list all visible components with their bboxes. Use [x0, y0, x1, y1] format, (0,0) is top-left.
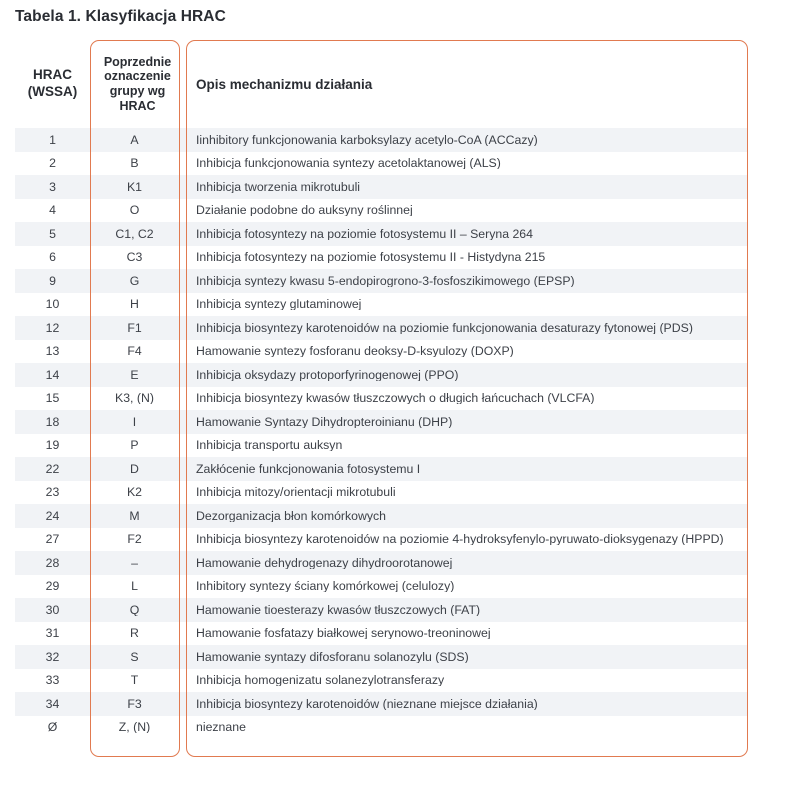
mechanism-cell: Hamowanie fosfatazy białkowej serynowo-treoninowej	[196, 627, 491, 640]
previous-group-cell: M	[129, 509, 140, 522]
previous-group-cell: F2	[127, 533, 142, 546]
table-row	[15, 551, 748, 575]
mechanism-cell: Działanie podobne do auksyny roślinnej	[196, 204, 413, 217]
previous-group-cell: P	[130, 439, 139, 452]
mechanism-cell: Inhibicja biosyntezy kwasów tłuszczowych o długich łańcuchach (VLCFA)	[196, 392, 595, 405]
table-row	[15, 410, 748, 434]
table-row	[15, 152, 748, 176]
mechanism-cell: nieznane	[196, 721, 246, 734]
mechanism-cell: Hamowanie dehydrogenazy dihydroorotanowej	[196, 556, 453, 569]
hrac-number-cell: 4	[49, 204, 56, 217]
previous-group-cell: F1	[127, 321, 142, 334]
previous-group-cell: S	[130, 650, 139, 663]
hrac-number-cell: 12	[45, 321, 60, 334]
table-row	[15, 528, 748, 552]
previous-group-cell: K3, (N)	[115, 392, 154, 405]
hrac-number-cell: 6	[49, 251, 56, 264]
mechanism-cell: Hamowanie tioesterazy kwasów tłuszczowych (FAT)	[196, 603, 481, 616]
mechanism-cell: Inhibicja fotosyntezy na poziomie fotosystemu II - Histydyna 215	[196, 251, 546, 264]
hrac-number-cell: 23	[45, 486, 60, 499]
mechanism-cell: Hamowanie syntazy difosforanu solanozylu (SDS)	[196, 650, 469, 663]
table-row	[15, 222, 748, 246]
table-header-row	[15, 40, 748, 128]
hrac-number-cell: 27	[45, 533, 60, 546]
table-title: Tabela 1. Klasyfikacja HRAC	[15, 8, 226, 25]
previous-group-cell: K2	[126, 486, 143, 499]
mechanism-cell: Hamowanie Syntazy Dihydropteroinianu (DHP)	[196, 415, 453, 428]
table-row	[15, 269, 748, 293]
previous-group-cell: F4	[127, 345, 142, 358]
table-body	[15, 128, 748, 739]
previous-group-cell: Q	[129, 603, 140, 616]
table-row	[15, 387, 748, 411]
previous-group-cell: D	[130, 462, 139, 475]
mechanism-cell: Inhibicja biosyntezy karotenoidów (nieznane miejsce działania)	[196, 697, 538, 710]
previous-group-cell: O	[129, 204, 140, 217]
table-row	[15, 716, 748, 740]
previous-group-cell: C3	[126, 251, 143, 264]
previous-group-cell: C1, C2	[115, 227, 154, 240]
mechanism-cell: Inhibicja oksydazy protoporfyrinogenowej (PPO)	[196, 368, 459, 381]
hrac-number-cell: 5	[49, 227, 56, 240]
table-row	[15, 246, 748, 270]
previous-group-cell: R	[130, 627, 139, 640]
table-row	[15, 598, 748, 622]
mechanism-cell: Inhibicja transportu auksyn	[196, 439, 343, 452]
mechanism-cell: Inhibicja syntezy glutaminowej	[196, 298, 362, 311]
previous-group-cell: I	[132, 415, 137, 428]
mechanism-cell: Inhibicja biosyntezy karotenoidów na poziomie 4-hydroksyfenylo-pyruwato-dioksygenazy (HPPD)	[196, 533, 724, 546]
table-row	[15, 293, 748, 317]
previous-group-cell: H	[130, 298, 139, 311]
hrac-number-cell: 19	[45, 439, 60, 452]
table-row	[15, 622, 748, 646]
table-row	[15, 457, 748, 481]
previous-group-cell: –	[131, 556, 138, 569]
previous-group-cell: B	[130, 157, 139, 170]
header-mechanism: Opis mechanizmu działania	[196, 76, 373, 92]
hrac-number-cell: 32	[45, 650, 60, 663]
previous-group-cell: T	[130, 674, 139, 687]
table-row	[15, 434, 748, 458]
mechanism-cell: Iinhibitory funkcjonowania karboksylazy acetylo-CoA (ACCazy)	[196, 133, 538, 146]
table-row	[15, 692, 748, 716]
hrac-number-cell: 29	[45, 580, 60, 593]
table-row	[15, 481, 748, 505]
hrac-number-cell: 28	[45, 556, 60, 569]
hrac-number-cell: 24	[45, 509, 60, 522]
hrac-number-cell: 34	[45, 697, 60, 710]
table-row	[15, 575, 748, 599]
hrac-number-cell: 3	[49, 180, 56, 193]
hrac-number-cell: 2	[49, 157, 56, 170]
hrac-number-cell: 1	[49, 133, 56, 146]
hrac-number-cell: 30	[45, 603, 60, 616]
table-row	[15, 340, 748, 364]
hrac-number-cell: 22	[45, 462, 60, 475]
header-hrac-wssa: HRAC (WSSA)	[27, 67, 78, 99]
mechanism-cell: Inhibicja tworzenia mikrotubuli	[196, 180, 361, 193]
table-row	[15, 504, 748, 528]
mechanism-cell: Zakłócenie funkcjonowania fotosystemu I	[196, 462, 421, 475]
hrac-number-cell: 31	[45, 627, 60, 640]
header-previous-group: Poprzednie oznaczenie grupy wg HRAC	[103, 54, 172, 113]
mechanism-cell: Inhibicja syntezy kwasu 5-endopirogrono-3-fosfoszikimowego (EPSP)	[196, 274, 575, 287]
table-row	[15, 645, 748, 669]
previous-group-cell: K1	[126, 180, 143, 193]
table-row	[15, 316, 748, 340]
hrac-number-cell: 10	[45, 298, 60, 311]
hrac-number-cell: 33	[45, 674, 60, 687]
mechanism-cell: Inhibicja biosyntezy karotenoidów na poziomie funkcjonowania desaturazy fytonowej (PDS)	[196, 321, 693, 334]
mechanism-cell: Inhibicja mitozy/orientacji mikrotubuli	[196, 486, 396, 499]
mechanism-cell: Dezorganizacja błon komórkowych	[196, 509, 387, 522]
previous-group-cell: G	[129, 274, 140, 287]
table-row	[15, 128, 748, 152]
mechanism-cell: Hamowanie syntezy fosforanu deoksy-D-ksyulozy (DOXP)	[196, 345, 514, 358]
previous-group-cell: F3	[127, 697, 142, 710]
hrac-number-cell: 14	[45, 368, 60, 381]
hrac-number-cell: 13	[45, 345, 60, 358]
previous-group-cell: A	[130, 133, 139, 146]
previous-group-cell: L	[131, 580, 138, 593]
table-row	[15, 669, 748, 693]
table-row	[15, 175, 748, 199]
table-row	[15, 363, 748, 387]
hrac-table	[15, 40, 748, 757]
mechanism-cell: Inhibicja funkcjonowania syntezy acetolaktanowej (ALS)	[196, 157, 501, 170]
hrac-number-cell: 15	[45, 392, 60, 405]
previous-group-cell: E	[130, 368, 139, 381]
mechanism-cell: Inhibicja fotosyntezy na poziomie fotosystemu II – Seryna 264	[196, 227, 533, 240]
mechanism-cell: Inhibicja homogenizatu solanezylotransferazy	[196, 674, 445, 687]
previous-group-cell: Z, (N)	[118, 721, 151, 734]
table-row	[15, 199, 748, 223]
hrac-number-cell: 18	[45, 415, 60, 428]
hrac-number-cell: Ø	[47, 721, 58, 734]
hrac-number-cell: 9	[49, 274, 56, 287]
mechanism-cell: Inhibitory syntezy ściany komórkowej (celulozy)	[196, 580, 455, 593]
